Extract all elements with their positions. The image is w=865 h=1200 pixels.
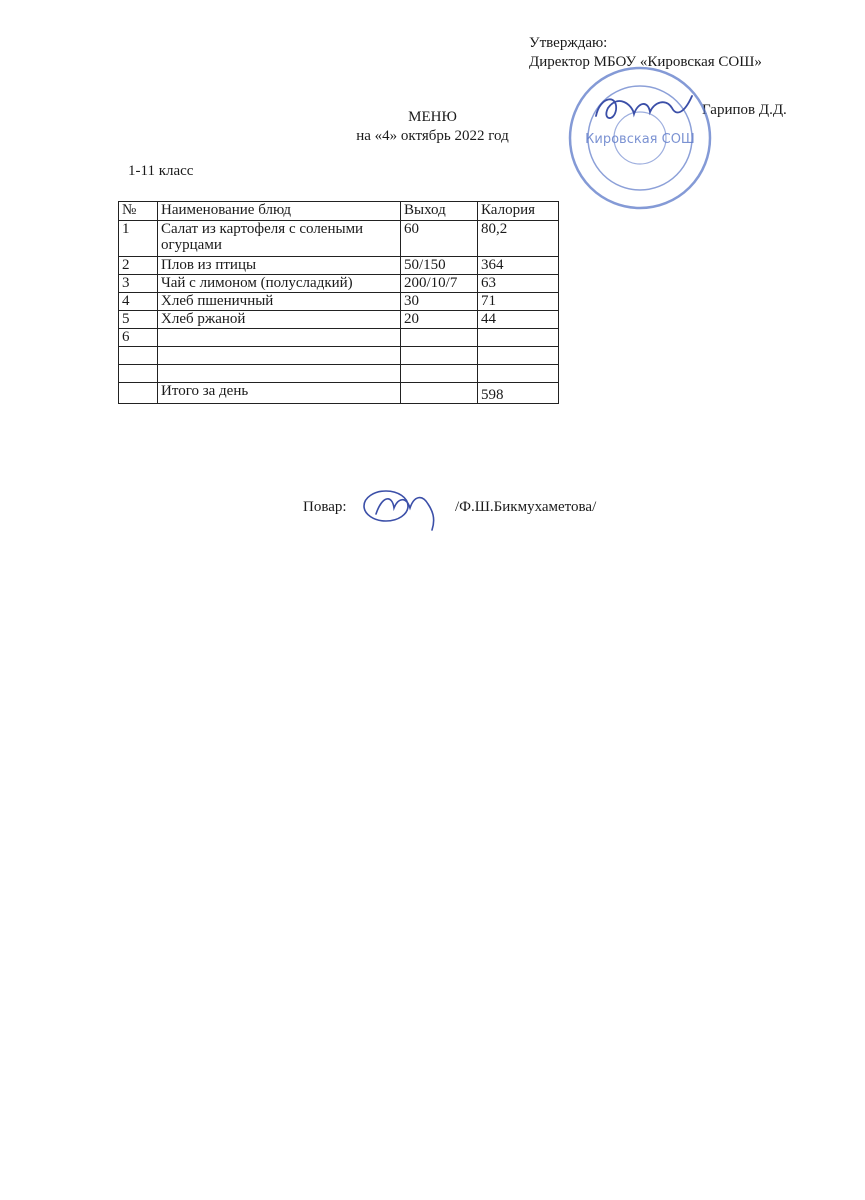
row-number: 2: [119, 257, 158, 275]
stamp-text: Кировская СОШ: [585, 132, 695, 147]
dish-name: Хлеб ржаной: [158, 311, 401, 329]
col-yield: Выход: [401, 202, 478, 221]
dish-name: Салат из картофеля с солеными огурцами: [158, 221, 401, 257]
total-value: 598: [478, 383, 559, 404]
dish-name: Хлеб пшеничный: [158, 293, 401, 311]
dish-calories: 44: [478, 311, 559, 329]
dish-name: [158, 329, 401, 347]
row-number: [119, 347, 158, 365]
cook-label: Повар:: [303, 499, 347, 515]
table-row: [119, 347, 559, 365]
table-header-row: [119, 202, 559, 221]
dish-calories: [478, 329, 559, 347]
row-number: 3: [119, 275, 158, 293]
dish-yield: 20: [401, 311, 478, 329]
table-row: [119, 257, 559, 275]
table-total-row: [119, 383, 559, 404]
document-header: [0, 108, 865, 146]
dish-yield: [401, 329, 478, 347]
table-row: [119, 275, 559, 293]
dish-calories: 80,2: [478, 221, 559, 257]
dish-calories: 71: [478, 293, 559, 311]
col-calories: Калория: [478, 202, 559, 221]
table-row: [119, 293, 559, 311]
menu-date: на «4» октябрь 2022 год: [356, 128, 509, 144]
dish-calories: [478, 365, 559, 383]
cook-signature-line: [303, 499, 597, 516]
row-number: 6: [119, 329, 158, 347]
dish-yield: [401, 347, 478, 365]
menu-table: [118, 201, 559, 404]
row-number: 5: [119, 311, 158, 329]
total-empty-cell: [119, 383, 158, 404]
dish-name: Чай с лимоном (полусладкий): [158, 275, 401, 293]
grade-label: 1-11 класс: [128, 163, 194, 179]
menu-title: МЕНЮ: [408, 109, 457, 125]
total-label: Итого за день: [158, 383, 401, 404]
dish-yield: 30: [401, 293, 478, 311]
table-row: [119, 221, 559, 257]
dish-name: [158, 365, 401, 383]
cook-signature-icon: [358, 478, 448, 534]
dish-calories: 63: [478, 275, 559, 293]
dish-calories: [478, 347, 559, 365]
table-row: [119, 311, 559, 329]
director-name: Гарипов Д.Д.: [702, 102, 787, 118]
dish-calories: 364: [478, 257, 559, 275]
approval-heading: Утверждаю:: [529, 35, 608, 51]
director-title: Директор МБОУ «Кировская СОШ»: [529, 54, 762, 70]
dish-name: Плов из птицы: [158, 257, 401, 275]
row-number: 1: [119, 221, 158, 257]
cook-name: /Ф.Ш.Бикмухаметова/: [455, 499, 597, 515]
col-dish: Наименование блюд: [158, 202, 401, 221]
table-row: [119, 365, 559, 383]
table-row: [119, 329, 559, 347]
dish-yield: [401, 365, 478, 383]
row-number: 4: [119, 293, 158, 311]
dish-name: [158, 347, 401, 365]
dish-yield: 200/10/7: [401, 275, 478, 293]
dish-yield: 60: [401, 221, 478, 257]
row-number: [119, 365, 158, 383]
total-empty-cell: [401, 383, 478, 404]
col-number: №: [119, 202, 158, 221]
dish-yield: 50/150: [401, 257, 478, 275]
